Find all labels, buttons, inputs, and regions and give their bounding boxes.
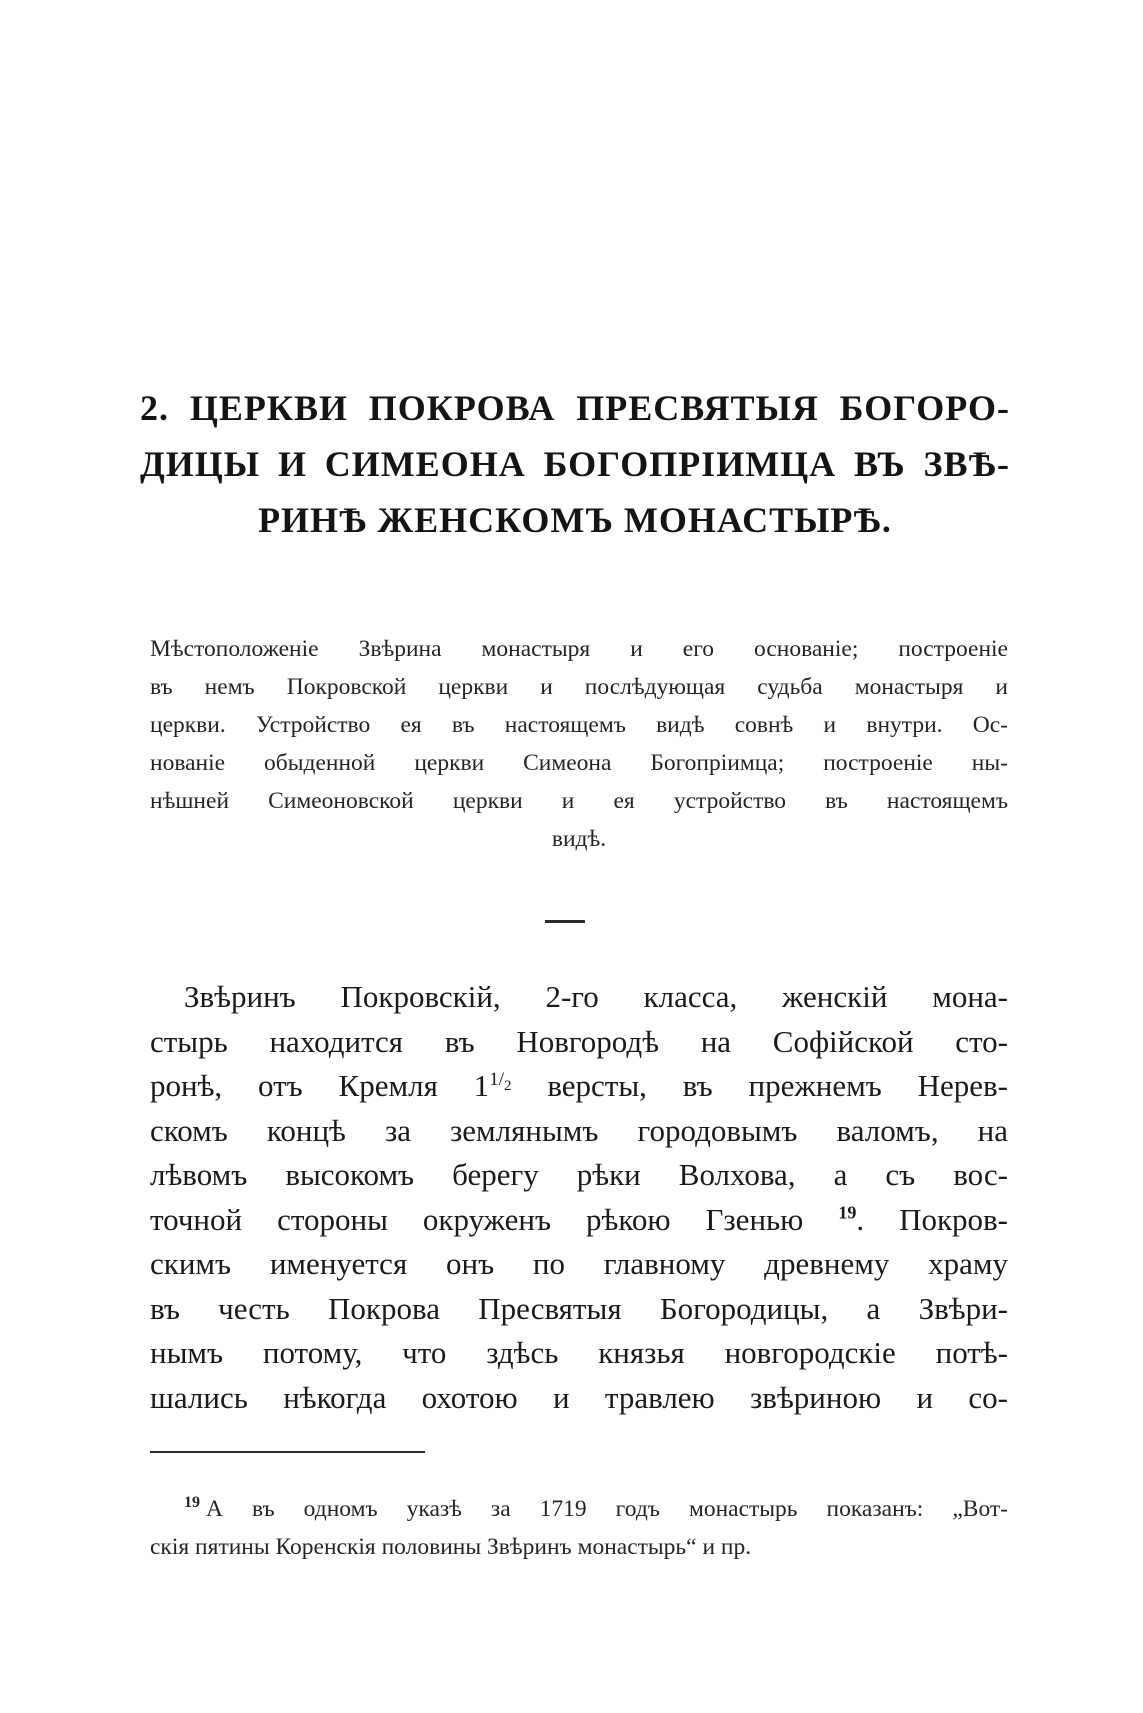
body-line-text: версты, въ прежнемъ Нерев- [511, 1068, 1009, 1103]
footnote-separator [150, 1451, 425, 1453]
footnote-marker: 19 [184, 1494, 200, 1512]
fraction-denominator: 2 [503, 1077, 512, 1094]
body-line-text: ронѣ, отъ Кремля 1 [150, 1068, 490, 1103]
summary-line: въ немъ Покровской церкви и послѣдующая судьба монастыря и [150, 674, 1008, 700]
body-line [150, 1064, 1008, 1109]
footnote [150, 1490, 1008, 1566]
footnote-line: скія пятины Коренскія половины Звѣринъ монастырь“ и пр. [150, 1534, 752, 1560]
fraction-numerator: 1 [489, 1068, 499, 1090]
body-line: нымъ потому, что здѣсь князья новгородскіе потѣ- [150, 1335, 1008, 1370]
chapter-title-line: РИНѢ ЖЕНСКОМЪ МОНАСТЫРѢ. [258, 500, 892, 540]
summary-line: церкви. Устройство ея въ настоящемъ видѣ совнѣ и внутри. Ос- [150, 712, 1008, 738]
body-line: шались нѣкогда охотою и травлею звѣриною и со- [150, 1379, 1008, 1415]
body-line: въ честь Покрова Пресвятыя Богородицы, а Звѣри- [150, 1290, 1008, 1326]
chapter-title [140, 380, 1010, 548]
summary-line: Мѣстоположеніе Звѣрина монастыря и его основаніе; построеніе [150, 636, 1008, 662]
chapter-title-line: ДИЦЫ И СИМЕОНА БОГОПРІИМЦА ВЪ ЗВѢ- [140, 444, 1010, 484]
chapter-title-line: 2. ЦЕРКВИ ПОКРОВА ПРЕСВЯТЫЯ БОГОРО- [140, 388, 1010, 428]
body-line-text: точной стороны окруженъ рѣкою Гзенью [150, 1201, 839, 1237]
body-line: скомъ концѣ за землянымъ городовымъ валомъ, на [150, 1112, 1008, 1148]
summary-line: нѣшней Симеоновской церкви и ея устройство въ настоящемъ [150, 788, 1008, 814]
body-line: лѣвомъ высокомъ берегу рѣки Волхова, а съ вос- [150, 1157, 1008, 1192]
body-line: скимъ именуется онъ по главному древнему храму [150, 1246, 1008, 1281]
body-line-text: . Покров- [856, 1201, 1008, 1237]
fraction-one-half: 1/2 [489, 1068, 512, 1094]
body-paragraph [150, 975, 1008, 1420]
footnote-line [150, 1490, 1008, 1528]
section-divider-dash [545, 920, 585, 923]
footnote-text: А въ одномъ указѣ за 1719 годъ монастырь показанъ: „Вот- [206, 1496, 1008, 1522]
footnote-reference[interactable]: 19 [838, 1202, 857, 1223]
body-line: стырь находится въ Новгородѣ на Софійской сто- [150, 1023, 1008, 1059]
summary-line: видѣ. [551, 826, 607, 852]
body-line: Звѣринъ Покровскій, 2-го класса, женскій мона- [184, 979, 1008, 1014]
summary-line: нованіе обыденной церкви Симеона Богопріимца; построеніе ны- [150, 750, 1008, 776]
chapter-summary [150, 630, 1008, 858]
body-line [150, 1198, 1008, 1243]
